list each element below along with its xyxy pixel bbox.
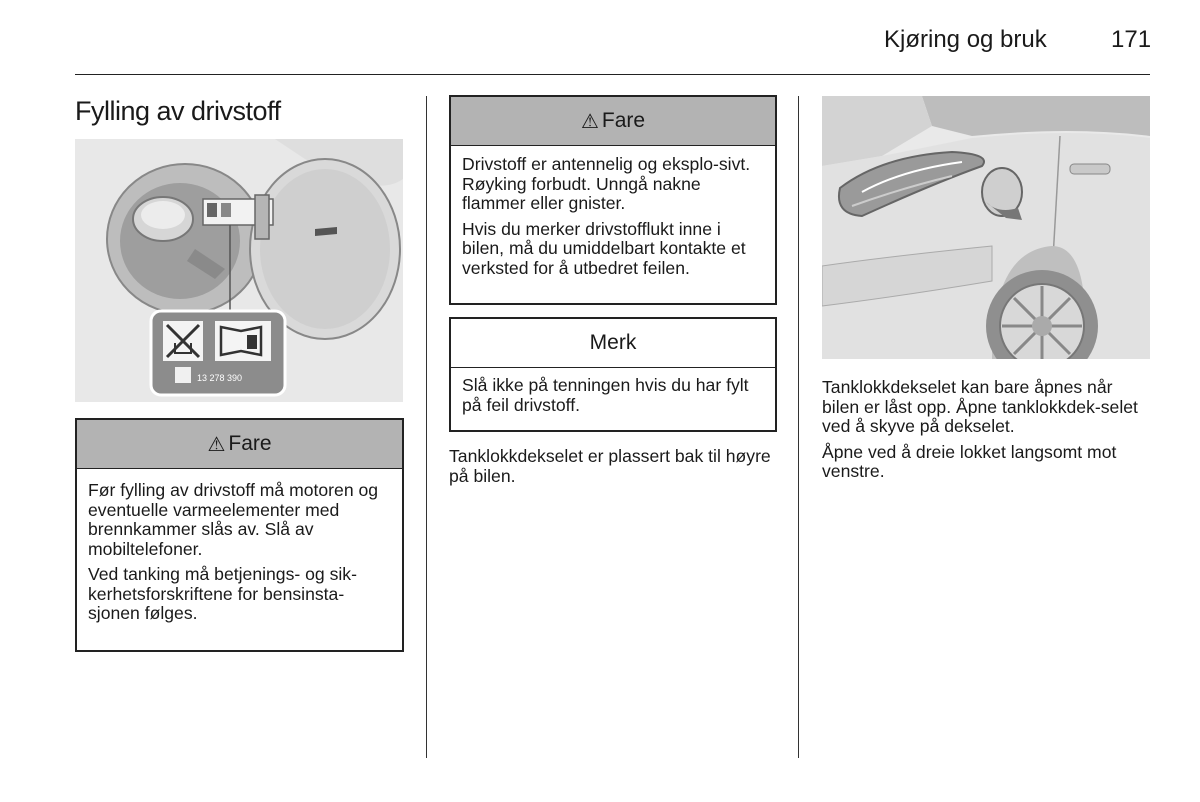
flap-location-text xyxy=(449,447,774,492)
warning-triangle-icon: ⚠ xyxy=(580,110,599,133)
flap-opening-text xyxy=(822,378,1152,488)
danger-box-body xyxy=(77,469,402,630)
note-box-heading: Merk xyxy=(451,319,775,368)
body-paragraph: Tanklokkdekselet er plassert bak til høyre på bilen. xyxy=(449,446,771,486)
warning-triangle-icon: ⚠ xyxy=(207,433,226,456)
section-title: Fylling av drivstoff xyxy=(75,96,281,126)
column-divider-right xyxy=(798,96,799,758)
danger-box-before-refuelling xyxy=(75,418,404,652)
figure-label-code: 13 278 390 xyxy=(197,373,243,383)
fuel-filler-flap-illustration xyxy=(75,139,403,402)
danger-box-heading xyxy=(451,97,775,146)
danger-box-paragraph: Før fylling av drivstoff må motoren og eventuelle varmeelementer med brennkammer slås av. Slå av mobiltelefoner. xyxy=(88,480,379,559)
header-rule xyxy=(75,74,1150,75)
note-box-paragraph: Slå ikke på tenningen hvis du har fylt på feil drivstoff. xyxy=(462,375,749,415)
body-paragraph: Tanklokkdekselet kan bare åpnes når bilen er låst opp. Åpne tanklokkdek-selet ved å skyve på dekselet. xyxy=(822,377,1138,436)
danger-box-flammable xyxy=(449,95,777,305)
danger-box-heading-label: Fare xyxy=(228,432,272,455)
danger-box-heading-label: Fare xyxy=(601,109,646,132)
note-box-body xyxy=(451,368,775,421)
danger-box-paragraph: Drivstoff er antennelig og eksplo-sivt. Røyking forbudt. Unngå nakne flammer eller gnister. xyxy=(462,154,751,213)
page-number: 171 xyxy=(1111,26,1152,53)
danger-box-paragraph: Hvis du merker drivstofflukt inne i bilen, må du umiddelbart kontakte et verksted for å utbedret feilen. xyxy=(462,218,746,278)
danger-box-heading xyxy=(77,420,402,469)
car-rear-fuel-flap-illustration xyxy=(822,96,1150,359)
danger-box-paragraph: Ved tanking må betjenings- og sik-kerhetsforskriftene for bensinsta-sjonen følges. xyxy=(88,564,357,623)
note-box-wrong-fuel xyxy=(449,317,777,432)
body-paragraph: Åpne ved å dreie lokket langsomt mot venstre. xyxy=(822,441,1117,481)
column-divider-left xyxy=(426,96,427,758)
running-header-title: Kjøring og bruk xyxy=(884,26,1047,53)
danger-box-body xyxy=(451,146,775,284)
